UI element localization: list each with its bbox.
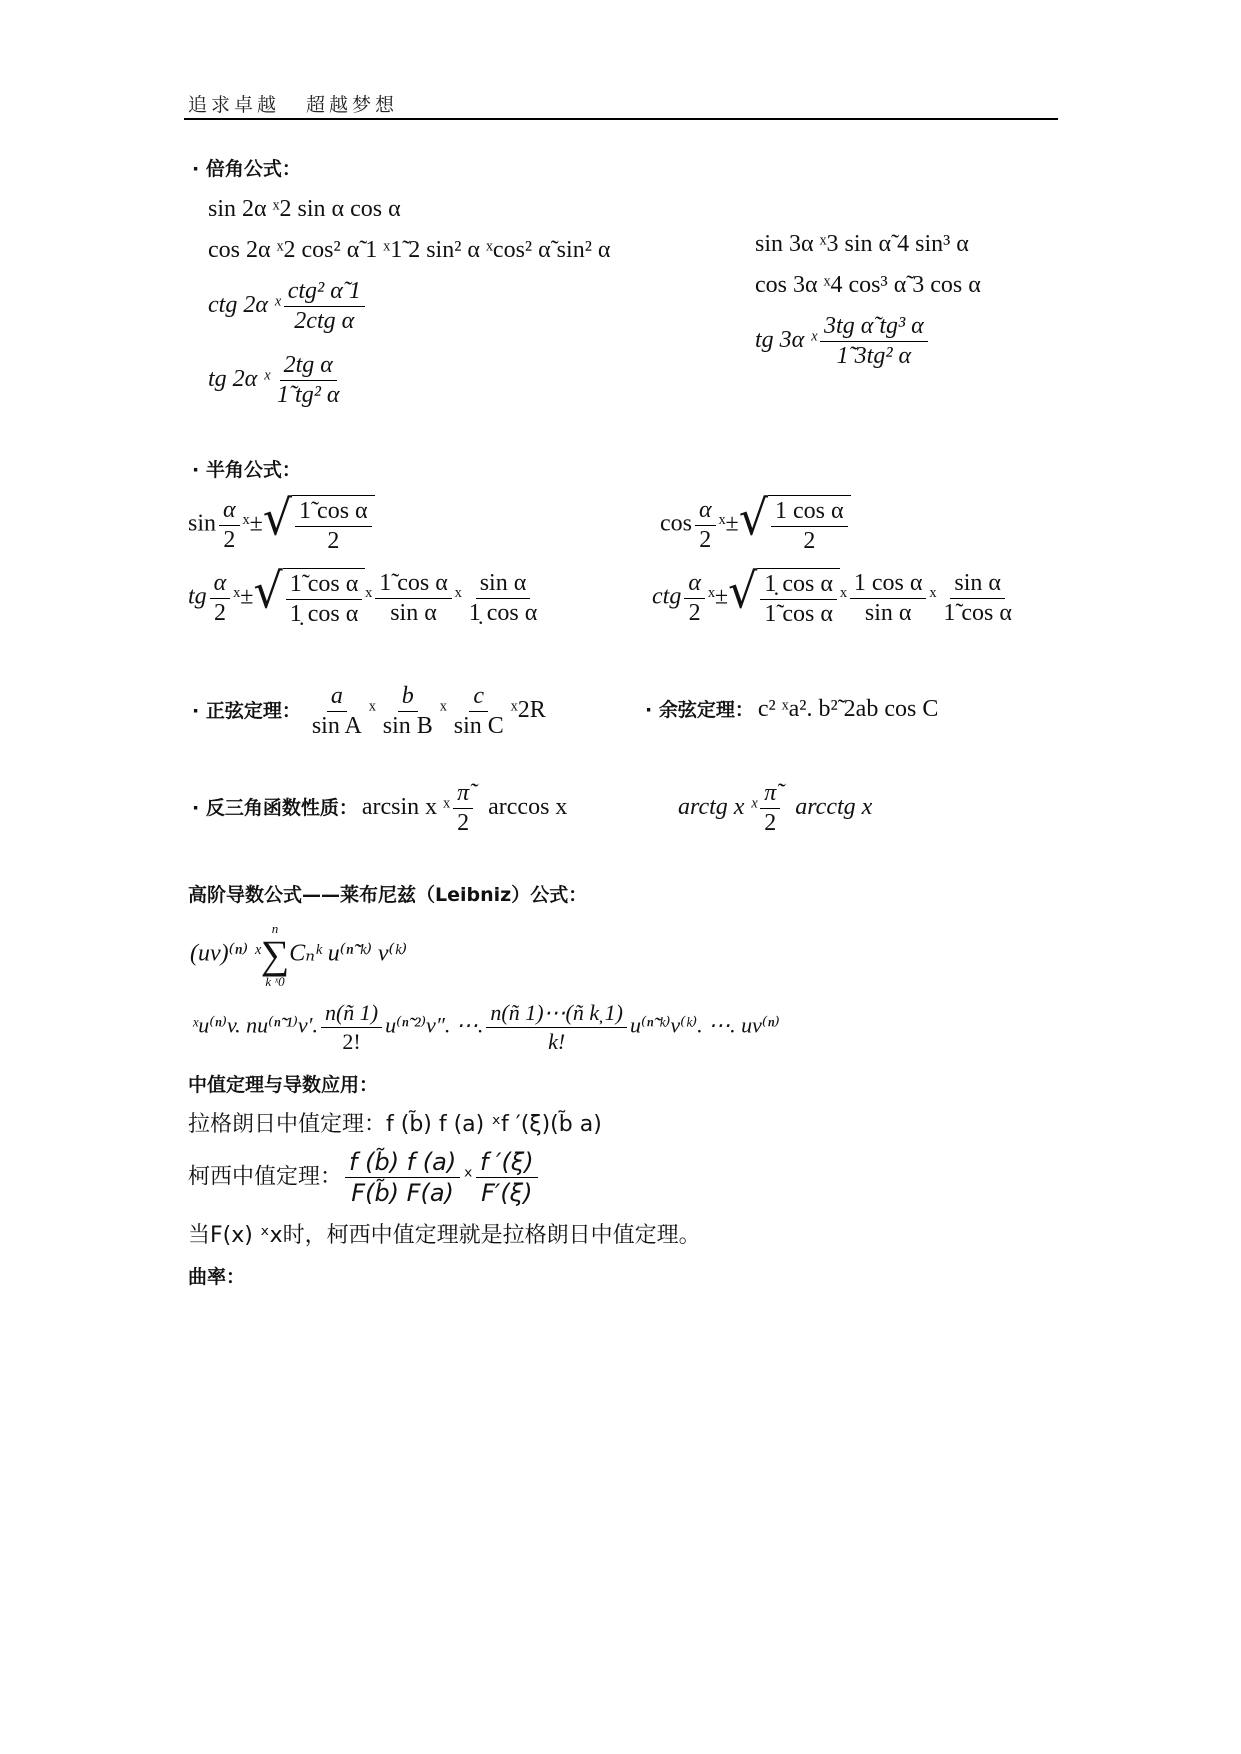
arctg-lhs: arctg x ˣ [678, 794, 758, 821]
arcctg-term: arcctg x [795, 794, 873, 821]
ctg2a-fraction [284, 278, 365, 335]
denominator: 2 [803, 528, 816, 554]
arcsin-lhs: arcsin x ˣ [361, 794, 451, 821]
plus-minus: ˣ± [233, 583, 254, 610]
leibniz-frac-2 [486, 1000, 627, 1055]
arccos-term: arccos x [488, 794, 568, 821]
section-cosine-law: · 余弦定理： [645, 699, 754, 721]
tg2a-fraction [273, 352, 343, 409]
ctg2a-denominator: 2ctg α [294, 308, 355, 334]
inverse-trig-row [192, 780, 567, 837]
denominator: sin B [382, 713, 433, 739]
section-leibniz: 高阶导数公式——莱布尼兹（Leibniz）公式： [188, 884, 588, 906]
numerator: 1̃ cos α [286, 571, 363, 600]
denominator: 2 [327, 528, 340, 554]
numerator: sin α [950, 570, 1005, 599]
equals: ˣ [929, 583, 937, 610]
half-ctg-lhs: ctg [652, 583, 682, 610]
numerator: π̃ [453, 780, 473, 809]
numerator: f ′(ξ) [476, 1148, 538, 1178]
denominator: F′(ξ) [481, 1179, 533, 1207]
formula-tg2a [208, 352, 347, 409]
formula-leibniz-2 [192, 1000, 780, 1055]
equals: ˣ [368, 697, 376, 724]
sqrt-sign: √ $\frac{\text{1̃ cos α}}{2}$ [263, 495, 375, 555]
section-mean-value: 中值定理与导数应用： [188, 1074, 379, 1096]
formula-half-cos [660, 489, 851, 555]
leibniz-frac-1 [321, 1000, 382, 1055]
formula-arcsin [361, 780, 568, 836]
denominator: sin α [390, 599, 437, 626]
cauchy-lagrange-note: 当F(x) ˣx时，柯西中值定理就是拉格朗日中值定理。 [188, 1223, 701, 1248]
numerator: n(ñ 1) [321, 1000, 382, 1028]
sine-law-frac-c [450, 683, 508, 740]
half-tg-alpha-over-2 [210, 570, 231, 627]
half-sin-radicand [295, 498, 372, 555]
denominator: 2 [213, 599, 226, 626]
numerator: 1̣ cos α [760, 571, 837, 600]
half-tg-radicand [286, 571, 363, 628]
summation-sign: n ∑ k ˣ0 [260, 921, 290, 989]
numerator: c [469, 683, 488, 712]
denominator: sin C [453, 713, 504, 739]
denominator: 1̣ cos α [289, 601, 359, 627]
ctg2a-numerator: ctg² α̃ 1 [284, 278, 365, 307]
tg2a-numerator: 2tg α [280, 352, 337, 381]
section-inverse-trig: · 反三角函数性质： [192, 797, 358, 820]
header-right: 超越梦想 [306, 94, 399, 116]
numerator: a [327, 683, 347, 712]
formula-tg3a [755, 313, 931, 370]
equals: ˣ [439, 697, 447, 724]
sum-upper-limit: n [271, 921, 279, 936]
denominator: F(b̃) F(a) [351, 1179, 454, 1207]
section-half-angle: · 半角公式： [192, 459, 301, 481]
denominator: 2 [764, 810, 777, 836]
denominator: sin A [311, 713, 362, 739]
formula-sin3a: sin 3α ˣ3 sin α̃ 4 sin³ α [755, 231, 969, 257]
numerator: 1 cos α [771, 498, 848, 527]
half-sin-alpha-over-2 [219, 497, 240, 554]
sqrt-sign: √ $\frac{\text{1 cos α}}{2}$ [739, 495, 851, 555]
tg3a-fraction [820, 313, 928, 370]
equals: ˣ [839, 583, 847, 610]
sqrt-sign: √ $\frac{\text{1̃ cos α}}{\text{1̣ cos α}}$ [253, 568, 365, 628]
sine-law-2r: ˣ2R [510, 697, 546, 724]
numerator: b [398, 683, 418, 712]
formula-cos2a: cos 2α ˣ2 cos² α̃ 1 ˣ1̃ 2 sin² α ˣcos² α̃ sin² α [208, 237, 611, 263]
cauchy-label: 柯西中值定理： [188, 1164, 343, 1190]
sum-lower-limit: k ˣ0 [265, 974, 285, 989]
denominator: 2! [342, 1029, 361, 1054]
section-sine-law: · 正弦定理： [192, 700, 301, 723]
numerator: 1̃ cos α [295, 498, 372, 527]
denominator: 2 [457, 810, 470, 836]
plus-minus: ˣ± [242, 510, 263, 537]
equals: ˣ [463, 1164, 473, 1190]
formula-arctg [678, 780, 872, 837]
denominator: 1̣ cos α [468, 599, 538, 626]
plus-minus: ˣ± [707, 583, 729, 610]
half-cos-radicand [771, 498, 848, 555]
half-tg-lhs: tg [188, 583, 207, 610]
sine-law-frac-a [308, 683, 366, 740]
formula-ctg2a [208, 278, 368, 335]
half-cos-lhs: cos [660, 510, 692, 537]
leibniz-lhs: (uv)⁽ⁿ⁾ ˣ [190, 940, 261, 967]
equals: ˣ [454, 583, 462, 610]
half-ctg-frac2 [850, 570, 927, 627]
leibniz-rhs: Cₙᵏ u⁽ⁿ̃ ᵏ⁾ v⁽ᵏ⁾ [289, 940, 408, 967]
sine-law-frac-b [379, 683, 437, 740]
denominator: 2 [688, 599, 701, 626]
denominator: 1̃ cos α [764, 601, 833, 627]
formula-half-ctg [652, 562, 1019, 628]
plus-minus: ˣ± [718, 510, 739, 537]
cauchy-lhs-fraction [345, 1148, 460, 1207]
equals: ˣ [365, 583, 373, 610]
header-left: 追求卓越 [188, 94, 281, 116]
pi-over-2 [453, 780, 473, 837]
sqrt-sign: √ $\frac{\text{1̣ cos α}}{\text{1̃ cos α}}$ [728, 568, 840, 628]
numerator: α [210, 570, 231, 599]
tg2a-denominator: 1̃ tg² α [277, 382, 340, 408]
numerator: π̃ [760, 780, 780, 809]
formula-half-sin [188, 489, 375, 555]
tg3a-lhs: tg 3α ˣ [755, 327, 818, 354]
denominator: 1̃ cos α [943, 599, 1012, 626]
formula-cos3a: cos 3α ˣ4 cos³ α̃ 3 cos α [755, 272, 981, 298]
numerator: f (b̃) f (a) [345, 1148, 460, 1178]
denominator: sin α [864, 599, 912, 626]
formula-sin2a: sin 2α ˣ2 sin α cos α [208, 196, 401, 222]
numerator: 1 cos α [850, 570, 927, 599]
numerator: 1̃ cos α [375, 570, 452, 599]
half-ctg-radicand [760, 571, 837, 628]
numerator: α [219, 497, 240, 526]
formula-sine-law [305, 683, 546, 739]
ctg2a-lhs: ctg 2α ˣ [208, 292, 281, 319]
formula-cosine-law: c² ˣa². b²̃ 2ab cos C [757, 696, 939, 722]
half-tg-frac2 [375, 570, 452, 627]
denominator: 2 [223, 526, 236, 553]
cosine-law-row [645, 695, 938, 723]
cauchy-theorem [188, 1148, 541, 1207]
page-header [188, 90, 398, 117]
half-cos-alpha-over-2 [695, 497, 716, 554]
section-double-angle: · 倍角公式： [192, 158, 301, 180]
numerator: sin α [476, 570, 531, 599]
section-curvature: 曲率： [188, 1266, 246, 1288]
denominator: k! [548, 1029, 566, 1054]
lagrange-theorem: 拉格朗日中值定理：f (b̃) f (a) ˣf ′(ξ)(b̃ a) [188, 1112, 602, 1137]
half-tg-frac3 [465, 570, 542, 627]
formula-half-tg [188, 562, 544, 628]
leibniz-expansion-b: u⁽ⁿ̃ ²⁾v″. ⋯. [385, 1012, 484, 1038]
half-ctg-frac3 [939, 570, 1016, 627]
denominator: 2 [699, 526, 712, 553]
formula-leibniz-1 [190, 922, 407, 988]
tg2a-lhs: tg 2α ˣ [208, 366, 271, 393]
leibniz-expansion-c: u⁽ⁿ̃ ᵏ⁾v⁽ᵏ⁾. ⋯. uv⁽ⁿ⁾ [629, 1012, 780, 1038]
pi-over-2 [760, 780, 780, 837]
cauchy-rhs-fraction [476, 1148, 538, 1207]
tg3a-denominator: 1̃ 3tg² α [836, 343, 912, 369]
sine-law-row [192, 683, 546, 740]
header-rule [184, 118, 1058, 120]
leibniz-expansion-a: ˣu⁽ⁿ⁾v. nu⁽ⁿ̃ ¹⁾v′. [192, 1012, 318, 1038]
numerator: n(ñ 1)⋯(ñ k̦ 1) [486, 1000, 627, 1028]
half-sin-lhs: sin [188, 510, 217, 537]
half-ctg-alpha-over-2 [684, 570, 705, 627]
numerator: α [695, 497, 716, 526]
tg3a-numerator: 3tg α̃ tg³ α [820, 313, 928, 342]
numerator: α [684, 570, 705, 599]
